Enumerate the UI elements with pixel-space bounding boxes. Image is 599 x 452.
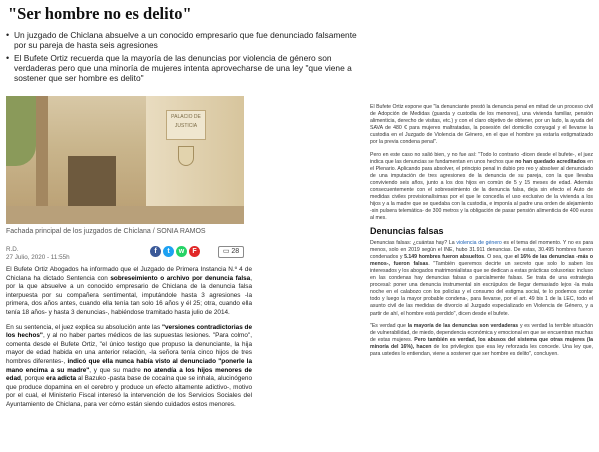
- photo-tree: [6, 96, 36, 166]
- photo-coat-of-arms: [178, 146, 194, 166]
- comments-count-button[interactable]: [218, 246, 244, 258]
- body-paragraph: [370, 104, 593, 147]
- photo-building-sign: PALACIO DE JUSTICIA: [166, 110, 206, 140]
- comment-icon: ▭: [222, 248, 230, 255]
- bold-text-run: indicó que ella nunca había visto al denunciado "ponerle la mano encima a su madre": [6, 357, 253, 374]
- twitter-icon[interactable]: t: [163, 246, 174, 257]
- text-run: Denuncias falsas: ¿cuántas hay? La: [370, 239, 457, 246]
- bold-text-run: "versiones contradictorias de los hechos": [6, 323, 253, 340]
- article-meta: [6, 246, 70, 262]
- photo-steps: [6, 206, 244, 224]
- article-photo[interactable]: [6, 96, 244, 224]
- text-run: , porque: [20, 375, 47, 383]
- text-run: al Bazuko -pasta base de cocaína que se inhala, alucinógeno que produce dopamina en el cerebro y produce un efecto altamente adictivo-, motivo por el cual, el Ministerio Fiscal interesó la intervención de los Servicios Sociales del Ayuntamiento de Chiclana, para ver cómo están siendo cuidados estos menores.: [6, 375, 252, 408]
- text-run: en el Plenario. Aplicando para absolver, el principio penal in dubio pro reo y absolver al denunciado de una imputación de tres agresiones de la denuncia de su pareja, con la que llevaba conviviendo seis años, junto a los dos hijos en común de 5 y 15 meses de edad. Además consecuentemente con el sobreseimiento de la denuncia falsa, deja sin efecto el Auto de medidas civiles provisionalísimas por el que le concedía el uso exclusivo de la vivienda a los hijos y a la madre que se quedaba con la custodia, e imponía al padre una orden de alejamiento -sin pulsera telemática- de 300 metros y la obligación de pasar pensión alimenticia de 400 euros al mes.: [370, 158, 593, 222]
- share-bar: [150, 246, 200, 257]
- summary-bullet-text: Un juzgado de Chiclana absuelve a un conocido empresario que fue denunciado falsamente por su pareja de hasta seis agresiones: [14, 30, 357, 50]
- summary-bullet: [6, 30, 366, 50]
- bold-text-run: no atendía a los hijos menores de edad: [6, 366, 252, 383]
- article-date: 27 Julio, 2020 - 11:55h: [6, 254, 70, 261]
- photo-pillar: [36, 96, 48, 224]
- flipboard-icon[interactable]: F: [189, 246, 200, 257]
- bold-text-run: el 16% de las denuncias -más o menos-, fueron falsas: [370, 253, 593, 267]
- article-headline: "Ser hombre no es delito": [8, 4, 192, 23]
- bold-text-run: Pero también es verdad, los abusos del sistema que otras mujeres (la minoría del 16%), hacen: [370, 336, 593, 350]
- section-heading: Denuncias falsas: [370, 225, 444, 236]
- bold-text-run: 5.149 hombres fueron absueltos: [404, 253, 485, 260]
- text-run: En su sentencia, el juez explica su absolución ante las: [6, 323, 162, 331]
- bold-text-run: no han quedado acreditados: [515, 158, 586, 165]
- text-run: . "También queremos decirte un secreto que solo lo saben los interesados y los abogados matrimonialistas que se dedican a estas prácticas colusorias: incluso en las condenas hay denuncias falsas o parcialmente falsas. Se trata de una estrategia procesal: poner una denuncia instrumental sin escrúpulos de llegar demasiado lejos -la mala noche en el calabozo con los policías y el consumo del estigma social, te lo podemos contar todo y luego la mayor probable condena-, para llevarse, por el art. 49 bis 1 de la LEC, todo el asunto civil de las medidas de divorcio al Juzgado especializado en Violencia de Género, y a partir de ahí, el hombre está perdido", dicen desde el bufete.: [370, 260, 593, 317]
- text-run: . O sea, que: [484, 253, 515, 260]
- text-run: , y al no haber partes médicos de las supuestas lesiones. "Para colmo", comenta desde el Bufete Ortiz, "el único testigo que propuso la denunciante, la hija mayor de edad habida en una anterior relación, -la señora tenía cinco hijos de tres hombres diferentes-,: [6, 332, 252, 365]
- body-paragraph: [370, 152, 593, 223]
- text-run: , y que su madre: [89, 366, 144, 374]
- body-paragraph: [370, 323, 593, 358]
- text-run: y es verdad la terrible situación de vulnerabilidad, de miedo, dependencia económica y emocional en que se encuentran muchas de estas mujeres.: [370, 322, 593, 343]
- article-summary: [6, 30, 366, 86]
- summary-bullet-text: El Bufete Ortiz recuerda que la mayoría de las denuncias por violencia de género son verdaderas pero que una minoría de mujeres intenta aprovecharse de una ley "que viene a sostener que ser hombre es delito": [14, 53, 352, 83]
- right-article-body: [370, 104, 593, 363]
- inline-link[interactable]: violencia de género: [456, 239, 502, 246]
- article-author[interactable]: R.D.: [6, 246, 19, 253]
- bold-text-run: era adicta: [46, 375, 77, 383]
- text-run: Pero en este caso no salió bien, y no fue así: "Todo lo contrario -dicen desde el bufete-, el juez indica que las denuncias se fundamentan en unos hechos que: [370, 151, 593, 165]
- bullet-dot-icon: •: [6, 53, 10, 63]
- body-paragraph: [6, 266, 252, 318]
- whatsapp-icon[interactable]: w: [176, 246, 187, 257]
- left-article-body: [6, 266, 252, 416]
- text-run: El Bufete Ortiz Abogados ha informado que el Juzgado de Primera Instancia N.º 4 de Chiclana ha dictado Sentencia con: [6, 266, 252, 282]
- bullet-dot-icon: •: [6, 30, 10, 40]
- text-run: "Es verdad que: [370, 322, 408, 329]
- text-run: de los privilegios que esa ley reforzada les concede. Una ley que, para ustedes lo entiendan, viene a sostener que ser hombre es delito", concluyen.: [370, 343, 593, 357]
- text-run: El Bufete Ortiz expone que "la denunciante prestó la denuncia penal en mitad de un proceso civil de Adopción de Medidas (guarda y custodia de los menores), una vivienda familiar, pensión alimenticia, derecho de visitas, etc.) y con el claro objetivo de obtener, por un lado, la ayuda del SAVA de 480 € para mujeres maltratadas, la posesión del domicilio conyugal y el llevarse la custodia en el Juzgado de Violencia de Género, en el que el hombre ya estaría estigmatizado por la previa condena penal".: [370, 104, 593, 146]
- text-run: es el tema del momento. Y no es para menos, solo en 2019 según el INE, hubo 31.911 denuncias. De estas, 30.495 hombres fueron condenados y: [370, 239, 593, 260]
- body-paragraph: [370, 240, 593, 318]
- bold-text-run: sobreseimiento o archivo por denuncia falsa: [110, 274, 251, 282]
- facebook-icon[interactable]: f: [150, 246, 161, 257]
- photo-caption: Fachada principal de los juzgados de Chiclana / SONIA RAMOS: [6, 228, 206, 235]
- summary-bullet: [6, 53, 366, 83]
- bold-text-run: la mayoría de las denuncias son verdaderas: [407, 322, 519, 329]
- body-paragraph: [6, 324, 252, 410]
- comments-count: 28: [231, 248, 240, 255]
- text-run: , por la que absuelve a un conocido empresario de Chiclana de la denuncia falsa interpuesta por su compañera sentimental, imputándole hasta 3 agresiones -la primera, dos años antes, cuando ella tenía tan solo 16 años y él 25; otra, cuando ella tenía 18 años- y hasta 3 denuncias-, habiéndose tramitado hasta julio de 2014.: [6, 274, 252, 316]
